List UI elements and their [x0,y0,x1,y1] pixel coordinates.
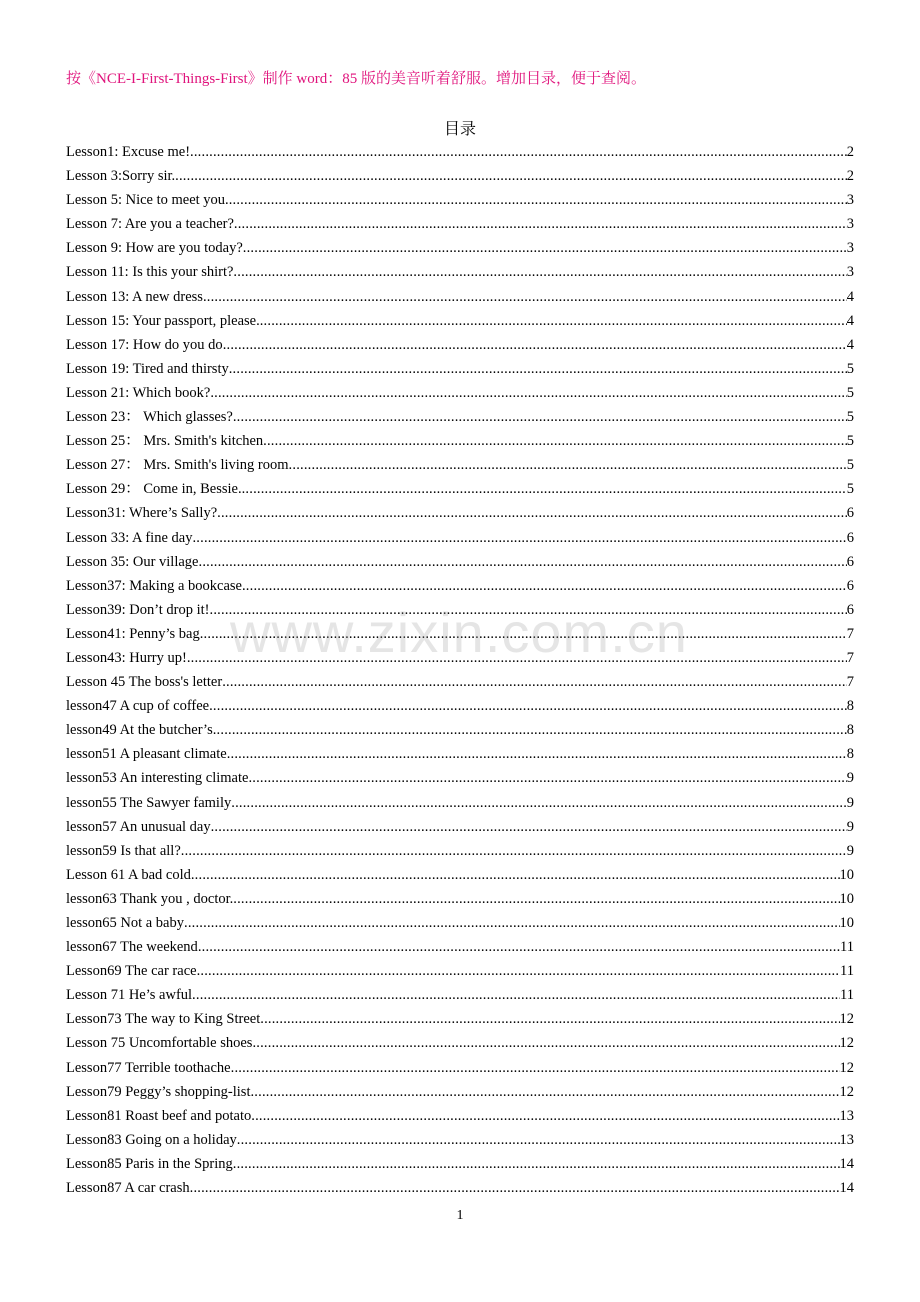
toc-entry-label: Lesson 7: Are you a teacher? [66,216,234,233]
toc-entry-label: Lesson 11: Is this your shirt? [66,264,234,281]
toc-entry[interactable] [66,1152,854,1176]
toc-entry-page: 13 [839,1131,854,1148]
toc-entry-page: 4 [846,288,854,305]
toc-entry-page: 9 [846,794,854,811]
toc-leader-dots [233,1152,840,1176]
toc-leader-dots [199,550,847,574]
toc-leader-dots [209,694,847,718]
toc-leader-dots [223,333,847,357]
toc-entry-page: 5 [846,481,854,498]
toc-entry-label: Lesson1: Excuse me! [66,144,191,160]
toc-leader-dots [190,1176,840,1200]
toc-entry-label: Lesson 75 Uncomfortable shoes [66,1035,253,1052]
toc-entry-page: 12 [839,1059,854,1076]
toc-leader-dots [237,1128,840,1152]
toc-entry[interactable] [66,791,854,815]
toc-entry[interactable] [66,646,854,670]
toc-entry[interactable] [66,959,854,983]
toc-entry[interactable] [66,212,854,236]
page-number: 1 [456,1208,464,1223]
toc-entry-label: Lesson81 Roast beef and potato [66,1107,252,1124]
toc-entry[interactable] [66,1080,854,1104]
toc-entry[interactable] [66,285,854,309]
toc-entry-page: 2 [846,168,854,185]
toc-leader-dots [251,1104,839,1128]
toc-entry-page: 5 [846,457,854,474]
toc-entry-label: Lesson37: Making a bookcase [66,577,242,594]
toc-entry-label: Lesson 5: Nice to meet you. [66,192,229,209]
toc-entry-page: 5 [846,360,854,377]
toc-entry-page: 10 [839,866,854,883]
toc-entry-label: Lesson79 Peggy’s shopping-list [66,1083,251,1100]
toc-entry-label: lesson55 The Sawyer family [66,794,232,811]
toc-entry-label: Lesson85 Paris in the Spring [66,1155,233,1172]
toc-leader-dots [210,381,846,405]
toc-entry-page: 13 [839,1107,854,1124]
toc-entry[interactable] [66,333,854,357]
header-note: 按《NCE-I-First-Things-First》制作 word：85 版的美音听着舒服。增加目录，便于查阅。 [66,71,646,87]
toc-entry-page: 5 [846,433,854,450]
toc-entry-label: Lesson 35: Our village [66,553,199,570]
toc-leader-dots [190,140,847,164]
toc-entry[interactable] [66,983,854,1007]
toc-entry[interactable] [66,477,854,501]
toc-leader-dots [233,405,847,429]
toc-entry-page: 10 [839,915,854,931]
toc-entry-label: Lesson69 The car race [66,963,197,980]
toc-entry-page: 3 [846,240,854,257]
toc-entry[interactable] [66,188,854,212]
toc-entry-page: 6 [846,529,854,546]
toc-leader-dots [217,501,847,525]
toc-entry-page: 14 [839,1180,854,1197]
toc-entry-label: Lesson87 A car crash [66,1180,190,1197]
toc-entry-page: 12 [839,1083,854,1100]
toc-entry-label: Lesson43: Hurry up! [66,649,187,666]
toc-leader-dots [231,1056,840,1080]
toc-entry-label: lesson57 An unusual day [66,818,211,835]
toc-entry[interactable] [66,405,854,429]
toc-entry[interactable] [66,1056,854,1080]
toc-entry-page: 3 [846,216,854,233]
toc-entry[interactable] [66,1007,854,1031]
toc-entry-label: Lesson39: Don’t drop it! [66,601,210,618]
toc-entry-label: Lesson 21: Which book? [66,384,211,401]
toc-leader-dots [252,1031,839,1055]
toc-entry-label: Lesson77 Terrible toothache [66,1059,231,1076]
toc-entry-label: Lesson31: Where’s Sally? [66,505,218,522]
toc-entry-label: lesson65 Not a baby [66,915,184,931]
toc-entry-page: 7 [846,625,854,642]
toc-entry-page: 12 [839,1011,854,1028]
toc-entry-page: 8 [846,698,854,715]
toc-leader-dots [187,646,847,670]
toc-entry-label: lesson63 Thank you , doctor. [66,890,234,907]
toc-entry-label: lesson67 The weekend [66,939,198,956]
toc-leader-dots [192,983,840,1007]
toc-leader-dots [198,935,840,959]
toc-entry[interactable] [66,1031,854,1055]
toc-entry[interactable] [66,887,854,911]
toc-entry[interactable] [66,1128,854,1152]
toc-entry-label: lesson51 A pleasant climate [66,746,227,763]
toc-entry[interactable] [66,935,854,959]
toc-entry-page: 8 [846,722,854,739]
toc-entry[interactable] [66,357,854,381]
toc-entry-label: lesson59 Is that all? [66,842,181,859]
toc-entry[interactable] [66,815,854,839]
toc-leader-dots [211,815,847,839]
toc-leader-dots [184,911,840,935]
toc-entry-page: 9 [846,770,854,787]
toc-leader-dots [197,959,840,983]
toc-entry-label: lesson53 An interesting climate [66,770,249,787]
toc-leader-dots [233,260,846,284]
toc-entry[interactable] [66,766,854,790]
toc-entry-page: 5 [846,409,854,426]
toc-entry-page: 6 [846,505,854,522]
toc-leader-dots [234,212,847,236]
toc-entry[interactable] [66,839,854,863]
toc-entry-label: Lesson 23： Which glasses? [66,409,233,426]
toc-leader-dots [222,670,847,694]
toc-entry-page: 9 [846,818,854,835]
toc-entry[interactable] [66,429,854,453]
toc-entry[interactable] [66,694,854,718]
toc-leader-dots [242,574,847,598]
toc-entry-page: 4 [846,312,854,329]
toc-entry[interactable] [66,670,854,694]
toc-entry[interactable] [66,1104,854,1128]
toc-leader-dots [229,357,847,381]
toc-entry-page: 6 [846,553,854,570]
toc-entry-label: Lesson 45 The boss's letter [66,674,223,691]
toc-entry-page: 10 [839,890,854,907]
table-of-contents [66,140,854,1200]
toc-leader-dots [210,598,847,622]
toc-entry-label: Lesson 17: How do you do [66,336,223,353]
toc-entry-label: Lesson 13: A new dress [66,288,203,305]
toc-entry-label: Lesson 25： Mrs. Smith's kitchen [66,433,264,450]
toc-entry-label: lesson49 At the butcher’s [66,722,213,739]
toc-entry-label: Lesson83 Going on a holiday [66,1131,237,1148]
toc-entry[interactable] [66,501,854,525]
toc-entry[interactable] [66,381,854,405]
toc-leader-dots [181,839,847,863]
toc-leader-dots [231,791,847,815]
toc-entry-page: 3 [846,192,854,209]
toc-entry[interactable] [66,550,854,574]
toc-entry[interactable] [66,309,854,333]
toc-entry-label: Lesson73 The way to King Street [66,1011,261,1028]
toc-entry-page: 14 [839,1155,854,1172]
toc-leader-dots [229,188,847,212]
toc-entry[interactable] [66,911,854,935]
toc-entry[interactable] [66,164,854,188]
toc-entry-page: 9 [846,842,854,859]
toc-leader-dots [233,887,839,911]
toc-entry-label: Lesson 27： Mrs. Smith's living room [66,457,289,474]
toc-entry[interactable] [66,236,854,260]
toc-entry[interactable] [66,526,854,550]
toc-entry-label: Lesson 3:Sorry sir. [66,168,176,185]
toc-entry-label: lesson47 A cup of coffee [66,698,210,715]
toc-leader-dots [260,309,847,333]
toc-entry-page: 5 [846,384,854,401]
toc-entry[interactable] [66,260,854,284]
toc-entry-label: Lesson 33: A fine day [66,529,193,546]
toc-entry[interactable] [66,718,854,742]
toc-entry-page: 11 [840,939,854,956]
toc-leader-dots [289,453,847,477]
toc-title: 目录 [443,121,476,138]
toc-entry[interactable] [66,863,854,887]
toc-leader-dots [263,429,847,453]
toc-entry-page: 8 [846,746,854,763]
toc-entry-page: 7 [846,649,854,666]
toc-leader-dots [250,1080,839,1104]
toc-leader-dots [248,766,846,790]
toc-entry-page: 7 [846,674,854,691]
toc-entry-label: Lesson41: Penny’s bag [66,625,200,642]
toc-entry-page: 6 [846,601,854,618]
toc-entry[interactable] [66,1176,854,1200]
toc-entry-page: 6 [846,577,854,594]
toc-leader-dots [192,526,846,550]
toc-entry-label: Lesson 19: Tired and thirsty [66,360,229,377]
toc-leader-dots [227,742,847,766]
toc-entry-page: 12 [839,1035,854,1052]
toc-entry-page: 4 [846,336,854,353]
toc-entry[interactable] [66,598,854,622]
toc-entry-page: 11 [840,987,854,1004]
watermark-text: www.zixin.com.cn [230,601,688,664]
toc-leader-dots [200,622,847,646]
toc-entry-label: Lesson 29： Come in, Bessie. [66,481,242,498]
toc-leader-dots [242,477,847,501]
toc-entry-label: Lesson 61 A bad cold [66,866,191,883]
toc-entry-label: Lesson 71 He’s awful [66,987,193,1004]
toc-leader-dots [213,718,847,742]
toc-entry[interactable] [66,140,854,164]
toc-entry[interactable] [66,622,854,646]
toc-leader-dots [260,1007,839,1031]
toc-entry[interactable] [66,574,854,598]
toc-leader-dots [203,285,847,309]
toc-entry-page: 3 [846,264,854,281]
toc-entry[interactable] [66,742,854,766]
toc-entry-page: 2 [846,144,854,160]
toc-entry-label: Lesson 15: Your passport, please. [66,312,260,329]
toc-leader-dots [243,236,847,260]
toc-entry[interactable] [66,453,854,477]
toc-leader-dots [175,164,847,188]
toc-entry-page: 11 [840,963,854,980]
toc-leader-dots [191,863,840,887]
toc-entry-label: Lesson 9: How are you today? [66,240,243,257]
